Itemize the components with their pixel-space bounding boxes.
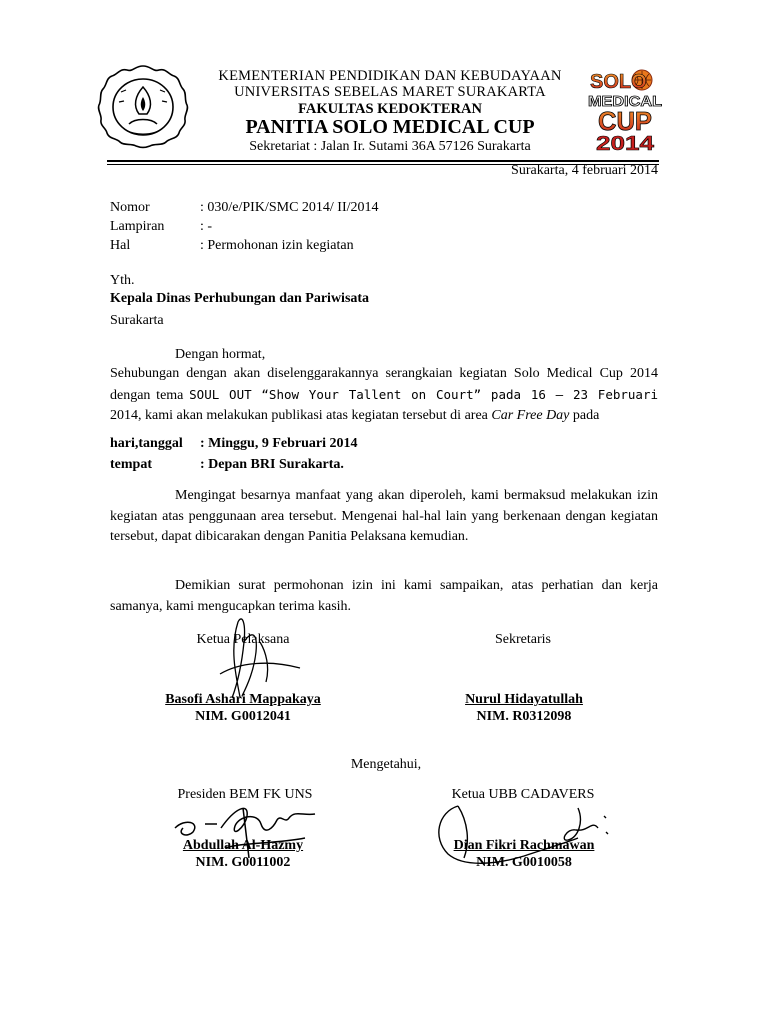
chair-nim: NIM. G0012041 xyxy=(195,709,291,724)
header-rule xyxy=(107,160,659,162)
schedule-value-date: : Minggu, 9 Februari 2014 xyxy=(200,436,358,451)
faculty-name: FAKULTAS KEDOKTERAN xyxy=(298,101,482,117)
chair-signature xyxy=(200,612,310,702)
chair-name: Basofi Ashari Mappakaya xyxy=(165,692,321,707)
ref-value-nomor: : 030/e/PIK/SMC 2014/ II/2014 xyxy=(200,200,379,215)
secretary-title: Sekretaris xyxy=(495,632,551,647)
intro-text-b: 2014, kami akan melakukan publikasi atas kegiatan tersebut di area xyxy=(110,408,492,423)
salutation: Yth. xyxy=(110,273,135,288)
event-theme: SOUL OUT “Show Your Tallent on Court” pada 16 – 23 Februari xyxy=(189,386,658,402)
paragraph-closing xyxy=(110,576,658,617)
closing-text: Demikian surat permohonan izin ini kami sampaikan, atas perhatian dan kerja samanya, kami mengucapkan terima kasih. xyxy=(110,578,658,614)
ref-label-hal: Hal xyxy=(110,238,131,253)
recipient-city: Surakarta xyxy=(110,313,164,328)
ref-label-nomor: Nomor xyxy=(110,200,150,215)
logo-text-cup: CUP xyxy=(598,106,652,136)
ref-value-lampiran: : - xyxy=(200,219,213,234)
university-name: UNIVERSITAS SEBELAS MARET SURAKARTA xyxy=(234,84,546,100)
president-name: Abdullah Al-Hazmy xyxy=(182,838,304,853)
logo-text-solo: SOLO xyxy=(590,71,647,93)
schedule-label-place: tempat xyxy=(110,457,152,472)
ubb-chair-nim: NIM. G0010058 xyxy=(476,855,572,870)
letter-date: Surakarta, 4 februari 2014 xyxy=(511,163,658,178)
ubb-chair-title: Ketua UBB CADAVERS xyxy=(451,787,595,802)
secretary-name: Nurul Hidayatullah xyxy=(465,692,583,707)
committee-name: PANITIA SOLO MEDICAL CUP xyxy=(245,116,535,138)
president-title: Presiden BEM FK UNS xyxy=(177,787,313,802)
ubb-chair-name: Dian Fikri Rachmawan xyxy=(453,838,595,853)
secretariat-address: Sekretariat : Jalan Ir. Sutami 36A 57126 Surakarta xyxy=(249,139,531,154)
ref-label-lampiran: Lampiran xyxy=(110,219,165,234)
recipient: Kepala Dinas Perhubungan dan Pariwisata xyxy=(110,291,370,306)
logo-text-year: 2014 xyxy=(596,133,656,152)
ref-value-hal: : Permohonan izin kegiatan xyxy=(200,238,354,253)
logo-text-medical: MEDICAL xyxy=(588,93,662,110)
acknowledged-label: Mengetahui, xyxy=(350,757,422,772)
solo-medical-cup-logo xyxy=(586,66,664,152)
intro-text-a: Sehubungan dengan akan diselenggarakannya serangkaian kegiatan Solo Medical Cup 2014 dengan tema xyxy=(110,366,658,403)
ministry-name: KEMENTERIAN PENDIDIKAN DAN KEBUDAYAAN xyxy=(218,68,562,84)
paragraph-request xyxy=(110,486,658,548)
chair-title: Ketua Pelaksana xyxy=(196,632,290,647)
schedule-value-place: : Depan BRI Surakarta. xyxy=(200,457,344,472)
schedule-label-date: hari,tanggal xyxy=(110,436,183,451)
secretary-nim: NIM. R0312098 xyxy=(476,709,572,724)
paragraph-intro xyxy=(110,364,658,427)
car-free-day: Car Free Day xyxy=(491,408,570,423)
request-text: Mengingat besarnya manfaat yang akan diperoleh, kami bermaksud melakukan izin kegiatan atas penggunaan area tersebut. Mengenai hal-hal lain yang berkenaan dengan kegiatan tersebut, dapat dibicarakan dengan Panitia Pelaksana kemudian. xyxy=(110,488,658,544)
greeting: Dengan hormat, xyxy=(175,347,266,362)
president-nim: NIM. G0011002 xyxy=(195,855,291,870)
intro-text-c: pada xyxy=(569,408,600,423)
